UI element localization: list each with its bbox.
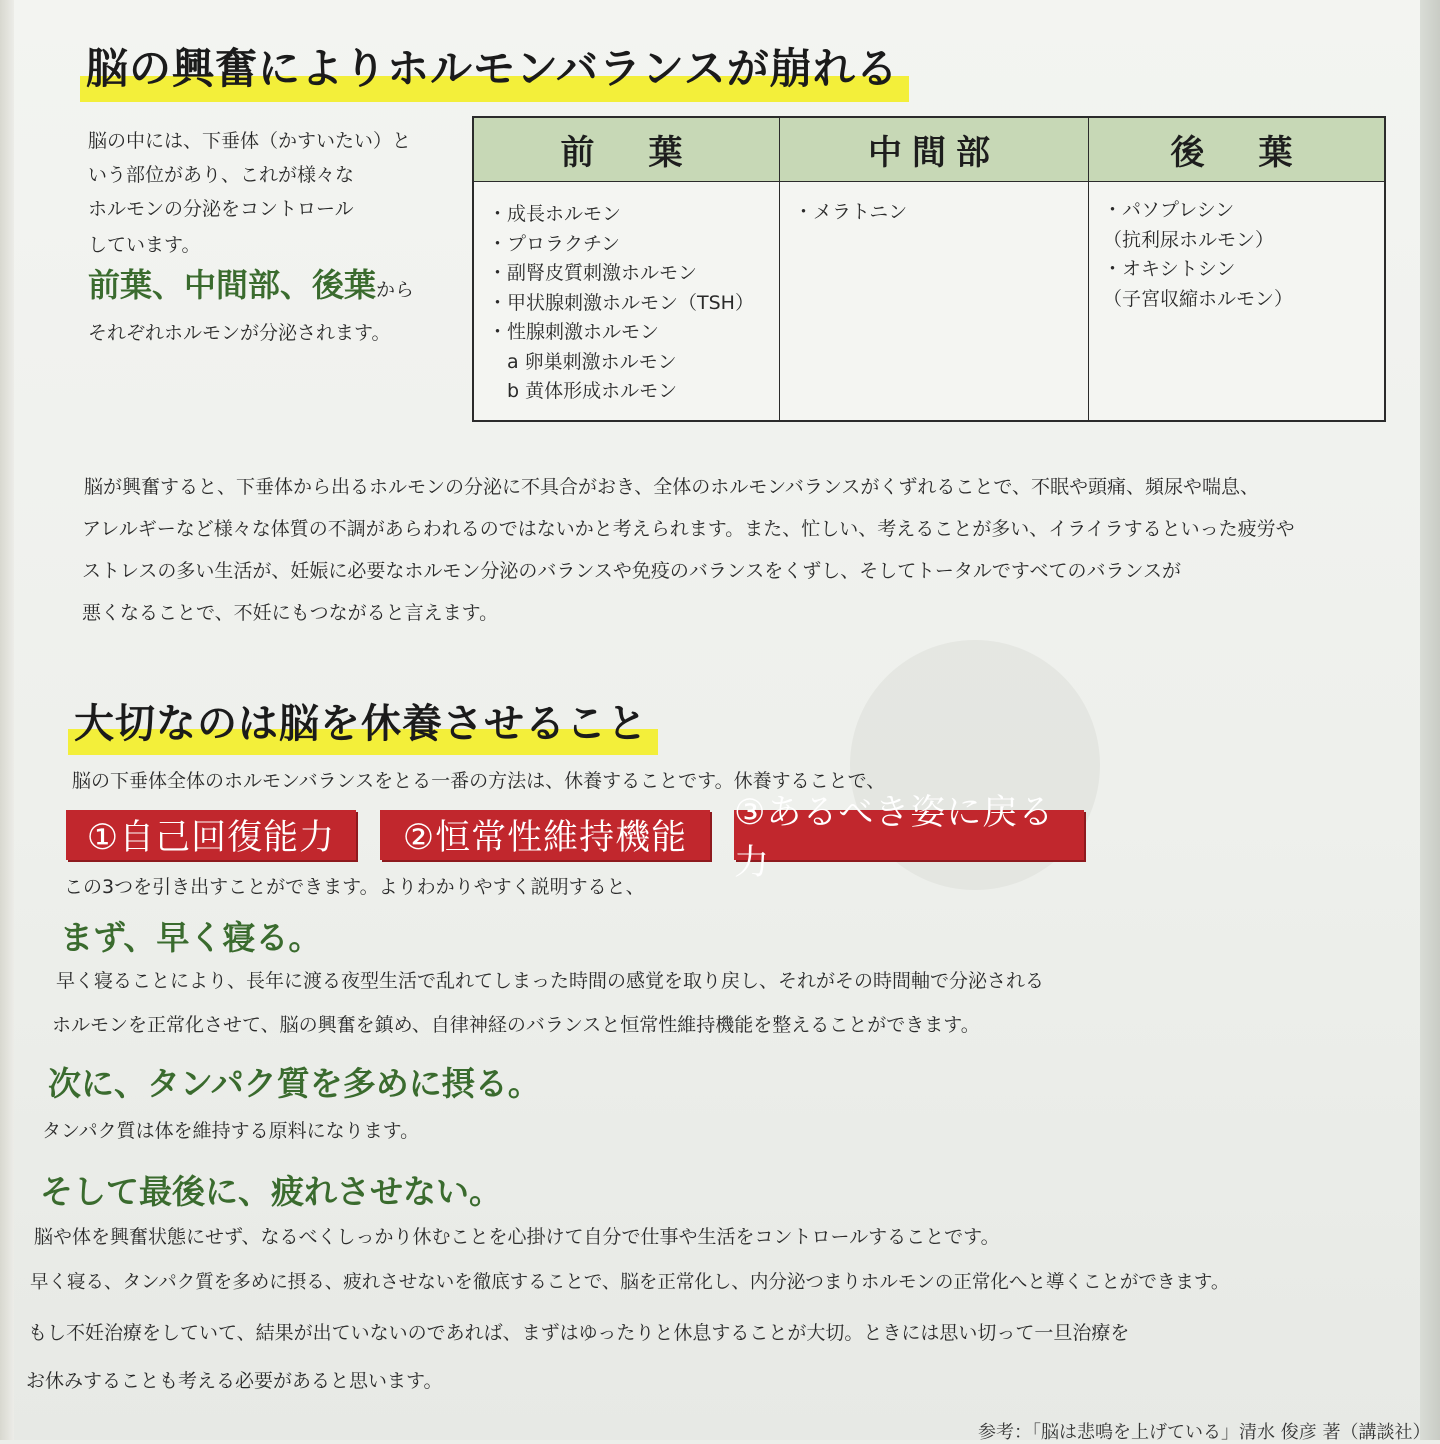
page-left-edge	[0, 0, 14, 1440]
body-text: ストレスの多い生活が、妊娠に必要なホルモン分泌のバランスや免疫のバランスをくずし、そしてトータルですべてのバランスが	[82, 560, 1181, 582]
intro-emphasis	[88, 260, 414, 306]
intro-line: ホルモンの分泌をコントロール	[88, 198, 354, 220]
body-text: 脳の下垂体全体のホルモンバランスをとる一番の方法は、休養することです。休養することで、	[72, 770, 886, 792]
hormone-item: ・パソプレシン	[1103, 199, 1235, 221]
hormone-item: ・副腎皮質刺激ホルモン	[488, 262, 698, 284]
intro-line: いう部位があり、これが様々な	[88, 164, 355, 186]
body-text: もし不妊治療をしていて、結果が出ていないのであれば、まずはゆったりと休息することが大切。ときには思い切って一旦治療を	[28, 1322, 1130, 1344]
hormone-item: ・プロラクチン	[488, 232, 621, 255]
hormone-item: ・メラトニン	[794, 201, 908, 223]
body-text: タンパク質は体を維持する原料になります。	[42, 1120, 420, 1142]
intro-emphasis-suffix: から	[376, 279, 415, 301]
body-text: アレルギーなど様々な体質の不調があらわれるのではないかと考えられます。また、忙しい、考えることが多い、イライラするといった疲労や	[82, 518, 1295, 540]
reference-citation: 参考：「脳は悲鳴を上げている」清水 俊彦 著（講談社）	[978, 1422, 1431, 1443]
body-text: 早く寝ることにより、長年に渡る夜型生活で乱れてしまった時間の感覚を取り戻し、それがその時間軸で分泌される	[56, 970, 1045, 992]
badge-return-to-normal: ③あるべき姿に戻る力	[734, 810, 1084, 860]
step1-title: まず、早く寝る。	[60, 918, 322, 957]
intro-line: 脳の中には、下垂体（かすいたい）と	[88, 130, 412, 152]
hormone-item: b 黄体形成ホルモン	[488, 380, 678, 402]
page-right-edge	[1420, 0, 1440, 1440]
body-text: この3つを引き出すことができます。よりわかりやすく説明すると、	[64, 876, 645, 898]
body-text: お休みすることも考える必要があると思います。	[26, 1370, 443, 1392]
badge-homeostasis: ②恒常性維持機能	[380, 810, 710, 860]
table-header-intermediate: 中間部	[780, 118, 1089, 182]
hormone-item: （子宮収縮ホルモン）	[1103, 287, 1294, 310]
hormone-item: ・成長ホルモン	[488, 203, 622, 225]
hormone-item: ・甲状腺刺激ホルモン（TSH）	[488, 291, 754, 314]
hormone-table	[472, 116, 1386, 422]
hormone-item: ・性腺刺激ホルモン	[488, 321, 660, 343]
section-heading-rest: 大切なのは脳を休養させること	[74, 692, 648, 749]
body-text: 早く寝る、タンパク質を多めに摂る、疲れさせないを徹底することで、脳を正常化し、内分泌つまりホルモンの正常化へと導くことができます。	[30, 1272, 1230, 1293]
body-text: 脳や体を興奮状態にせず、なるべくしっかり休むことを心掛けて自分で仕事や生活をコントロールすることです。	[34, 1226, 1000, 1248]
step3-title: そして最後に、疲れさせない。	[40, 1172, 502, 1211]
table-cell-intermediate	[780, 182, 1089, 420]
intro-line: しています。	[88, 234, 201, 256]
badge-self-recovery: ①自己回復能力	[66, 810, 356, 860]
intro-line: それぞれホルモンが分泌されます。	[88, 322, 391, 344]
hormone-item: （抗利尿ホルモン）	[1103, 228, 1275, 251]
table-cell-posterior	[1089, 182, 1384, 420]
body-text: 悪くなることで、不妊にもつながると言えます。	[82, 602, 499, 624]
section-heading-hormone-balance: 脳の興奮によりホルモンバランスが崩れる	[86, 36, 899, 96]
table-header-anterior: 前 葉	[474, 118, 780, 182]
table-header-posterior: 後 葉	[1089, 118, 1384, 182]
step2-title: 次に、タンパク質を多めに摂る。	[48, 1064, 541, 1103]
pituitary-parts: 前葉、中間部、後葉	[88, 266, 377, 304]
body-text: ホルモンを正常化させて、脳の興奮を鎮め、自律神経のバランスと恒常性維持機能を整えることができます。	[52, 1014, 980, 1036]
body-text: 脳が興奮すると、下垂体から出るホルモンの分泌に不具合がおき、全体のホルモンバランスがくずれることで、不眠や頭痛、頻尿や喘息、	[84, 476, 1259, 498]
hormone-item: a 卵巣刺激ホルモン	[488, 350, 677, 373]
hormone-item: ・オキシトシン	[1103, 258, 1236, 280]
table-cell-anterior	[474, 182, 780, 420]
